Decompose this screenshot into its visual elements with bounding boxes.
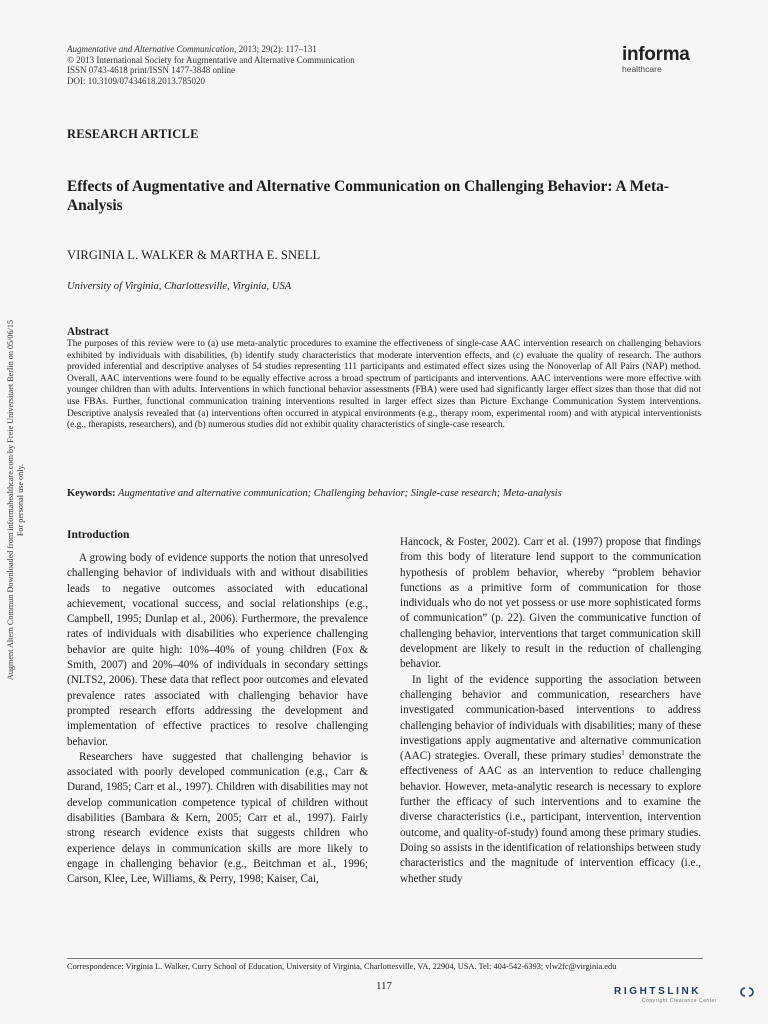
publisher-sub: healthcare <box>622 64 662 74</box>
journal-issn: ISSN 0743-4618 print/ISSN 1477-3848 online <box>67 65 236 76</box>
article-title: Effects of Augmentative and Alternative Communication on Challenging Behavior: A Meta-Analysis <box>67 178 669 214</box>
journal-citation: , 2013; 29(2): 117–131 <box>234 44 317 54</box>
article-type: RESEARCH ARTICLE <box>67 127 199 141</box>
journal-copyright: © 2013 International Society for Augmentative and Alternative Communication <box>67 54 355 65</box>
rightslink-badge[interactable] <box>614 986 760 1008</box>
keywords-values: Augmentative and alternative communication; Challenging behavior; Single-case research; Meta-analysis <box>118 488 562 499</box>
journal-header <box>67 44 487 86</box>
download-notice-line2: For personal use only. <box>16 463 25 537</box>
keywords <box>67 488 717 499</box>
rightslink-name: RIGHTSLINK <box>614 986 702 997</box>
rightslink-chain-icon <box>738 986 756 998</box>
page-number: 117 <box>375 980 393 992</box>
publisher-name: informa <box>622 44 690 65</box>
download-notice <box>2 260 32 760</box>
introduction-heading: Introduction <box>67 529 130 541</box>
intro-paragraph-2: Researchers have suggested that challenging behavior is associated with poorly developed communication (e.g., Carr & Durand, 1985; Carr et al., 1997). Children with disabilities may not develop communication competence typical of children without disabilities (Bambara & Kern, 2005; Carr et al., 1997). Fairly strong research evidence exists that suggests children who experience delays in communication skills are more likely to engage in challenging behavior (e.g., Beitchman et al., 1996; Carson, Klee, Lee, Williams, & Perry, 1998; Kaiser, Cai, <box>67 750 368 886</box>
intro-paragraph-4-end: demonstrate the effectiveness of AAC as an intervention to reduce challenging behavior. However, meta-analytic research is necessary to explore further the efficacy of such interventions and to examine the diverse characteristics (i.e., participant, intervention, intervention outcome, and quality-of-study) found among these primary studies. Doing so assists in the identification of relationships between study characteristics and the magnitude of intervention efficacy (i.e., whether study <box>400 750 701 885</box>
intro-paragraph-1: A growing body of evidence supports the notion that unresolved challenging behavior of individuals with and without disabilities leads to negative outcomes associated with educational achievement, vocational success, and social relationships (e.g., Campbell, 1995; Dunlap et al., 2006). Furthermore, the prevalence rates of individuals with disabilities who experience challenging behavior are quite high: 10%–40% of young children (Fox & Smith, 2007) and 20%–40% of individuals in secondary settings (NLTS2, 2006). These data that reflect poor outcomes and elevated prevalence rates associated with challenging behavior have prompted research efforts addressing the development and implementation of effective practices to resolve challenging behavior. <box>67 552 368 748</box>
correspondence: Correspondence: Virginia L. Walker, Curry School of Education, University of Virginia, Charlottesville, VA, 22904, USA. Tel: 404-542-6393; vlw2fc@virginia.edu <box>67 962 617 971</box>
rightslink-sub: Copyright Clearance Center <box>642 998 717 1004</box>
keywords-label: Keywords: <box>67 488 116 499</box>
column-right <box>400 535 701 887</box>
footnote-marker: 1 <box>621 749 625 758</box>
download-notice-line1: Augment Altern Commun Downloaded from informahealthcare.com by Freie Universitaet Berlin on 05/06/15 <box>6 319 15 681</box>
column-left <box>67 551 368 888</box>
authors: VIRGINIA L. WALKER & MARTHA E. SNELL <box>67 248 321 262</box>
abstract-text: The purposes of this review were to (a) use meta-analytic procedures to examine the effectiveness of single-case AAC intervention research on challenging behaviors exhibited by individuals with disabilities, (b) identify study characteristics that moderate intervention effects, and (c) evaluate the quality of research. The authors provided inferential and descriptive analyses of 54 studies representing 111 participants and estimated effect sizes using the Nonoverlap of All Pairs (NAP) method. Overall, AAC interventions were found to be equally effective across a broad spectrum of participants and interventions. AAC interventions were more effective with younger children than with adults. Interventions in which functional behavior assessments (FBA) were used had significantly larger effect sizes than those that did not use FBAs. Further, functional communication training interventions resulted in larger effect sizes than Picture Exchange Communication System interventions. Descriptive analysis revealed that (a) interventions often occurred in atypical environments (e.g., therapy room, experimental room) and with atypical interventionists (e.g., therapists, researchers), and (b) numerous studies did not exhibit quality characteristics of single-case research. <box>67 339 701 431</box>
abstract-heading: Abstract <box>67 326 109 338</box>
journal-title: Augmentative and Alternative Communication <box>67 44 235 54</box>
intro-paragraph-3: Hancock, & Foster, 2002). Carr et al. (1997) propose that findings from this body of literature lend support to the communication hypothesis of problem behavior, whereby “problem behavior functions as a primitive form of communication for those individuals who do not yet possess or use more sophisticated forms of communication” (p. 22). Given the communicative function of challenging behavior, interventions that target communication skill development are likely to result in the reduction of challenging behavior. <box>400 536 701 671</box>
footer-divider <box>67 958 703 959</box>
journal-doi: DOI: 10.3109/07434618.2013.785020 <box>67 75 205 86</box>
affiliation: University of Virginia, Charlottesville, Virginia, USA <box>67 281 292 292</box>
intro-paragraph-4 <box>400 673 701 887</box>
intro-paragraph-4-start: In light of the evidence supporting the association between challenging behavior and communication, researchers have investigated communication-based interventions to address challenging behavior of individuals with disabilities; many of these investigations apply augmentative and alternative communication (AAC) strategies. Overall, these primary studies <box>400 673 701 763</box>
publisher-logo <box>622 44 712 74</box>
